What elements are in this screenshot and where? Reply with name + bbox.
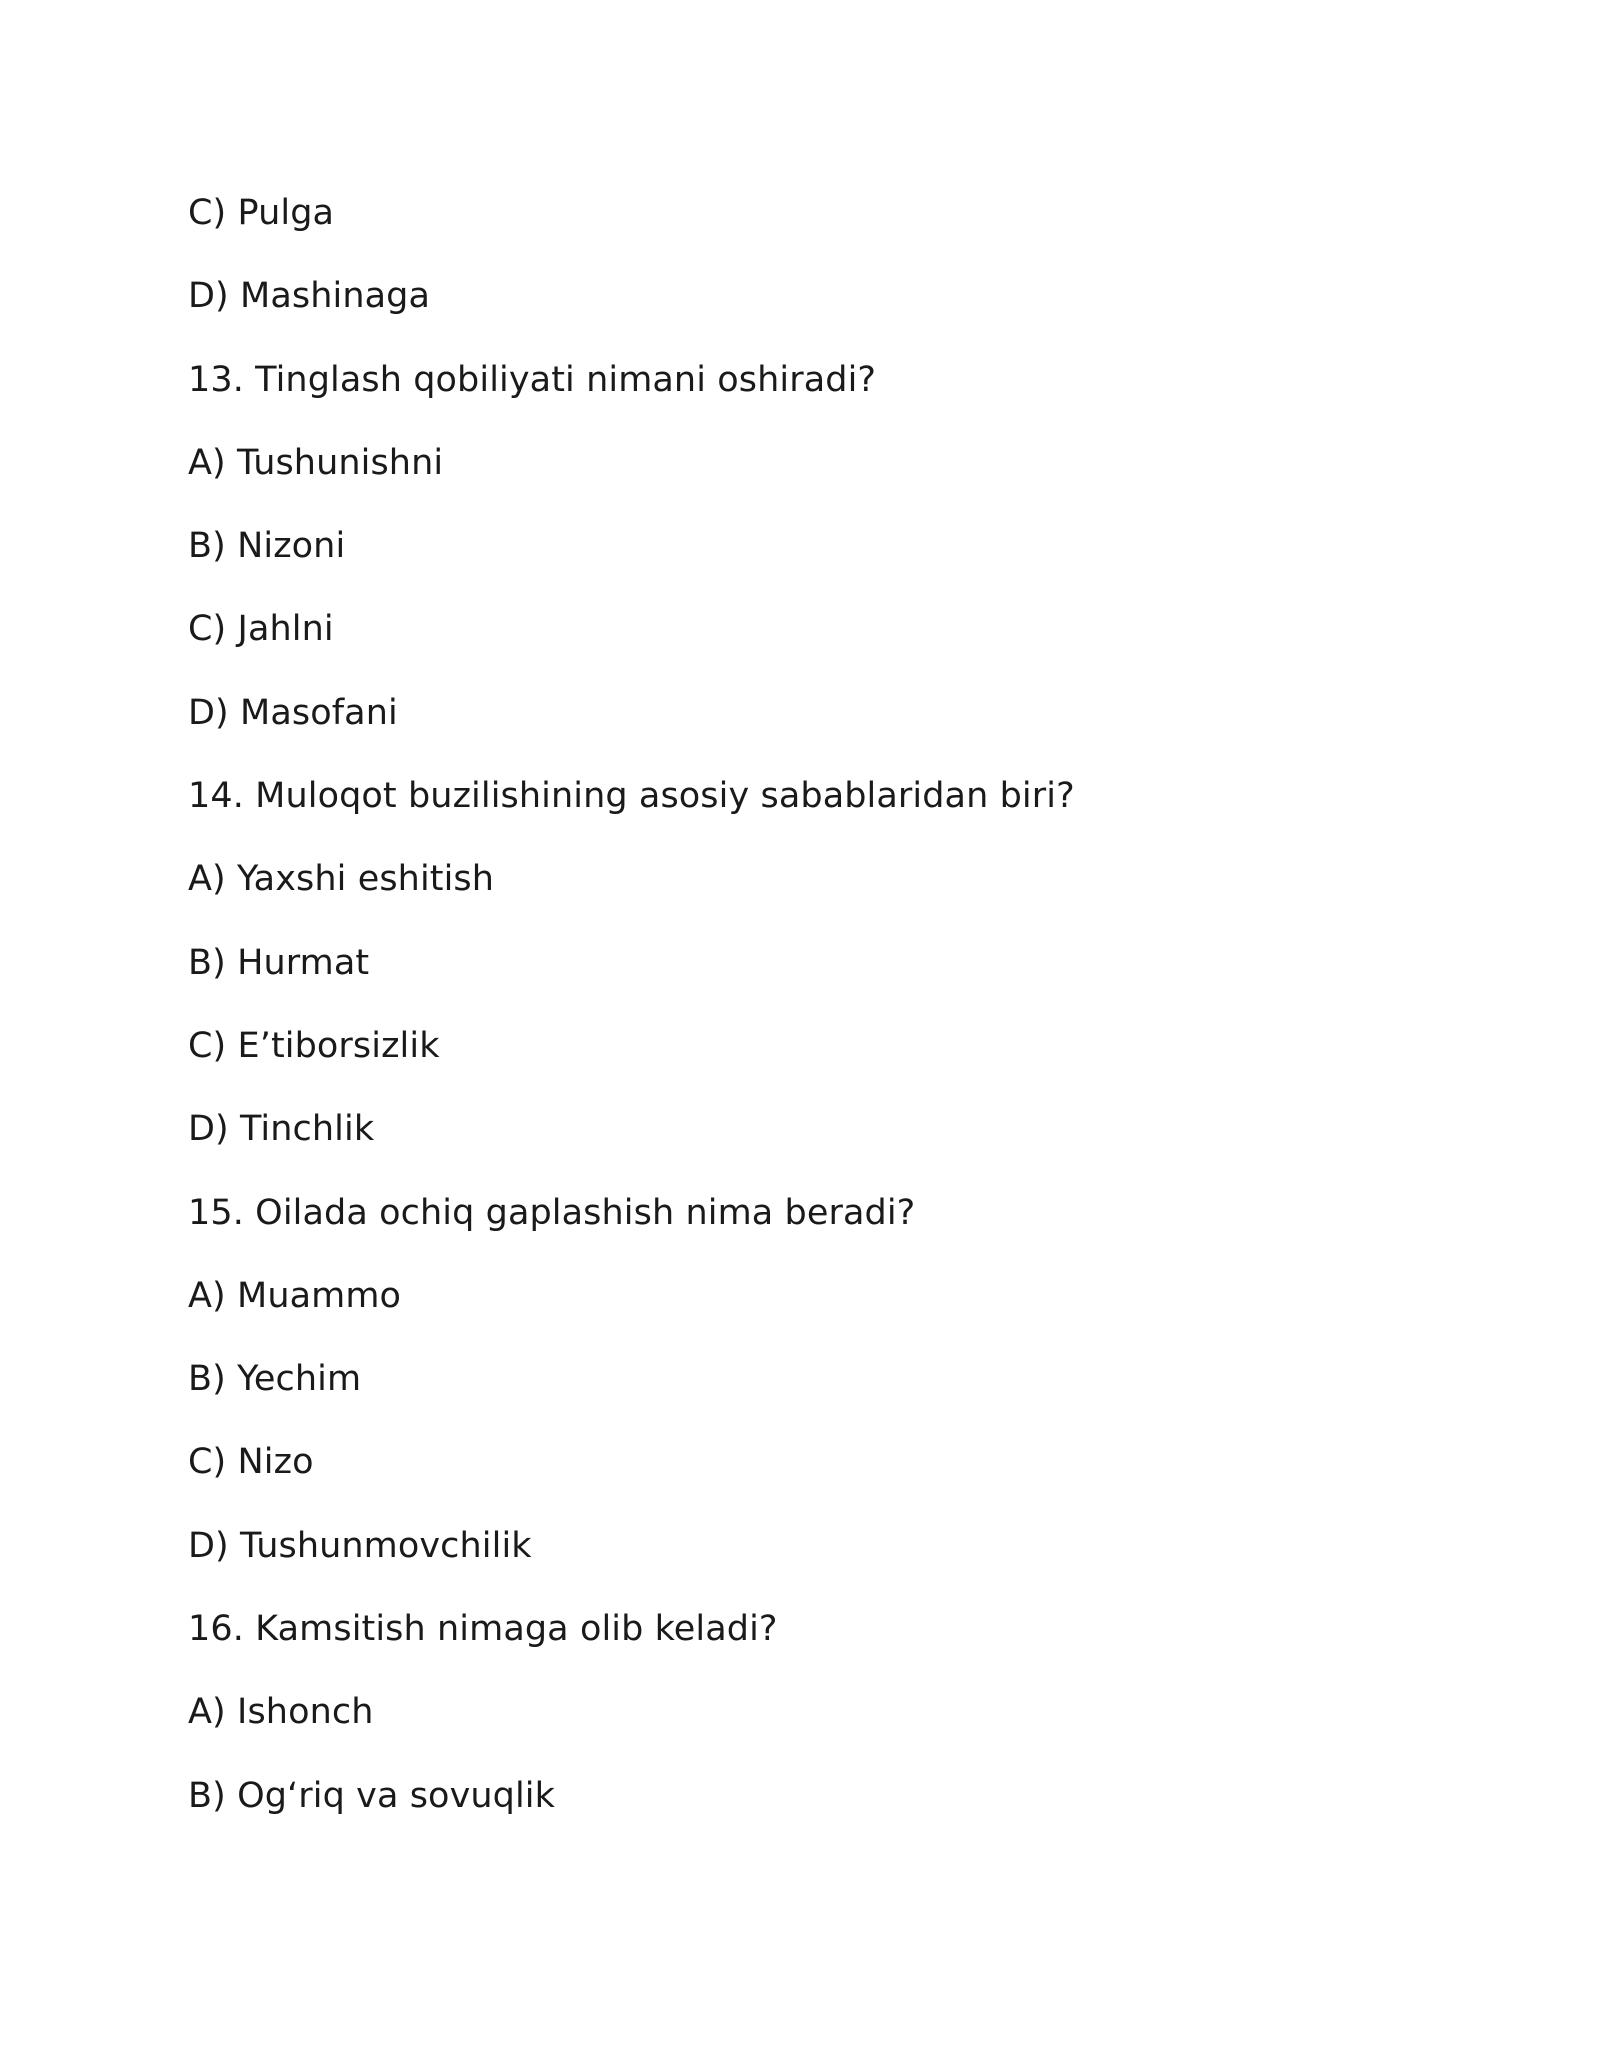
- question-13: 13. Tinglash qobiliyati nimani oshiradi?: [188, 359, 877, 400]
- answer-option: B) Og‘riq va sovuqlik: [188, 1775, 556, 1816]
- quiz-content: [188, 186, 1438, 1852]
- answer-option: A) Tushunishni: [188, 442, 444, 483]
- answer-option: C) Pulga: [188, 193, 335, 233]
- question-15: 15. Oilada ochiq gaplashish nima beradi?: [188, 1192, 916, 1233]
- answer-option: A) Yaxshi eshitish: [188, 859, 495, 900]
- question-14: 14. Muloqot buzilishining asosiy sabablaridan biri?: [188, 776, 1075, 817]
- answer-option: D) Tinchlik: [188, 1109, 375, 1150]
- answer-option: B) Hurmat: [188, 942, 370, 983]
- answer-option: C) Nizo: [188, 1442, 314, 1483]
- question-16: 16. Kamsitish nimaga olib keladi?: [188, 1609, 778, 1650]
- answer-option: C) E’tiborsizlik: [188, 1025, 440, 1066]
- answer-option: B) Nizoni: [188, 526, 346, 567]
- answer-option: D) Masofani: [188, 692, 398, 733]
- answer-option: C) Jahlni: [188, 609, 334, 650]
- answer-option: D) Mashinaga: [188, 276, 431, 317]
- answer-option: D) Tushunmovchilik: [188, 1525, 532, 1566]
- answer-option: A) Muammo: [188, 1275, 402, 1316]
- answer-option: B) Yechim: [188, 1359, 362, 1400]
- answer-option: A) Ishonch: [188, 1692, 374, 1733]
